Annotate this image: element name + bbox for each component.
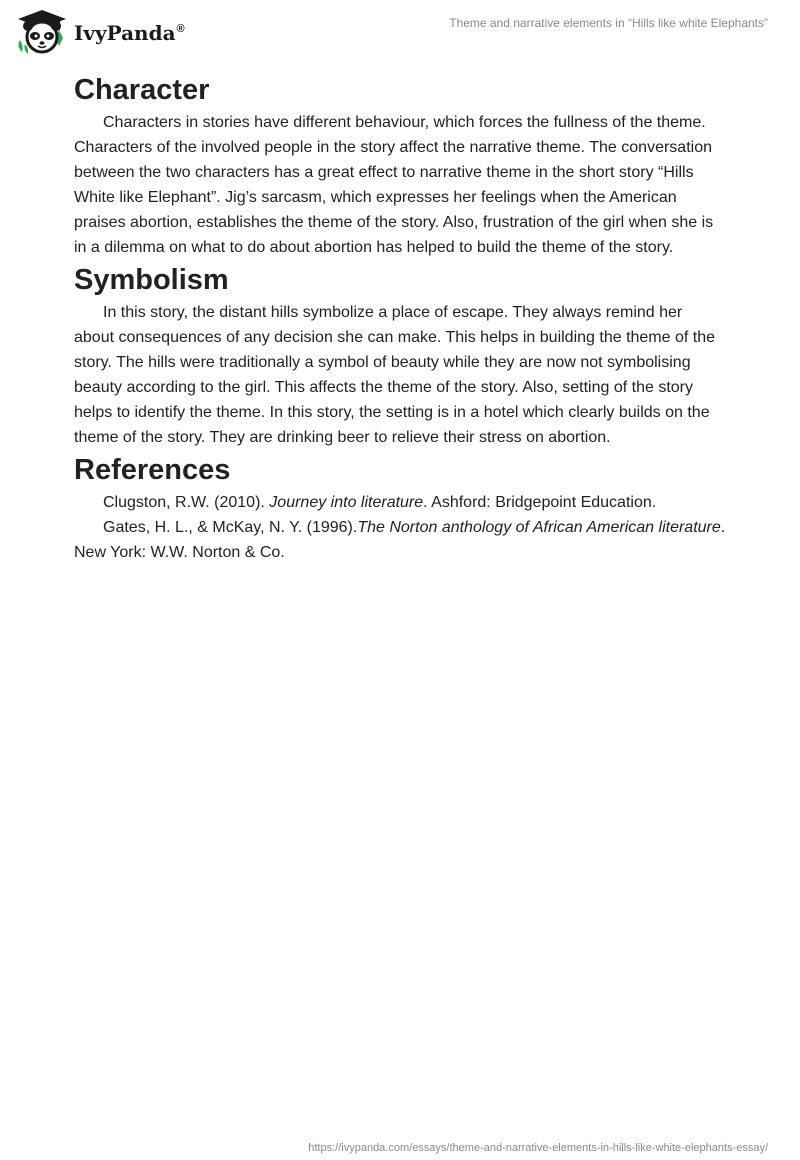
reference-item [74, 515, 726, 565]
symbolism-paragraph: In this story, the distant hills symbolize a place of escape. They always remind her about consequences of any decision she can make. This helps in building the theme of the story. The hills were traditionally a symbol of beauty while they are now not symbolising beauty according to the girl. This affects the theme of the story. Also, setting of the story helps to identify the theme. In this story, the setting is in a hotel which clearly builds on the theme of the story. They are drinking beer to relieve their stress on abortion. [74, 304, 716, 446]
registered-mark: ® [176, 23, 185, 36]
source-url[interactable]: https://ivypanda.com/essays/theme-and-narrative-elements-in-hills-like-white-elephants-essay/ [308, 1142, 768, 1154]
reference-item [74, 490, 726, 515]
ivypanda-logo[interactable] [14, 8, 185, 56]
heading-character: Character [74, 74, 210, 106]
reference-title: The Norton anthology of African American literature [357, 519, 721, 536]
heading-symbolism: Symbolism [74, 264, 229, 296]
page-header [0, 0, 800, 70]
reference-authors: Gates, H. L., & McKay, N. Y. (1996). [103, 519, 358, 536]
reference-title: Journey into literature [269, 494, 424, 511]
reference-publisher: . Ashford: Bridgepoint Education. [423, 494, 657, 511]
essay-content [74, 70, 726, 565]
logo-text: IvyPanda® [74, 21, 185, 45]
reference-publisher: . New York: W.W. Norton & Co. [74, 519, 726, 561]
panda-graduation-cap-icon [14, 8, 70, 56]
character-paragraph: Characters in stories have different behaviour, which forces the fullness of the theme. Characters of the involved people in the story affect the narrative theme. The conversation between the two characters has a great effect to narrative theme in the short story “Hills White like Elephant”. Jig’s sarcasm, which expresses her feelings when the American praises abortion, establishes the theme of the story. Also, frustration of the girl when she is in a dilemma on what to do about abortion has helped to build the theme of the story. [74, 114, 714, 256]
heading-references: References [74, 454, 231, 486]
document-title: Theme and narrative elements in “Hills like white Elephants” [449, 16, 768, 30]
reference-authors: Clugston, R.W. (2010). [103, 494, 270, 511]
